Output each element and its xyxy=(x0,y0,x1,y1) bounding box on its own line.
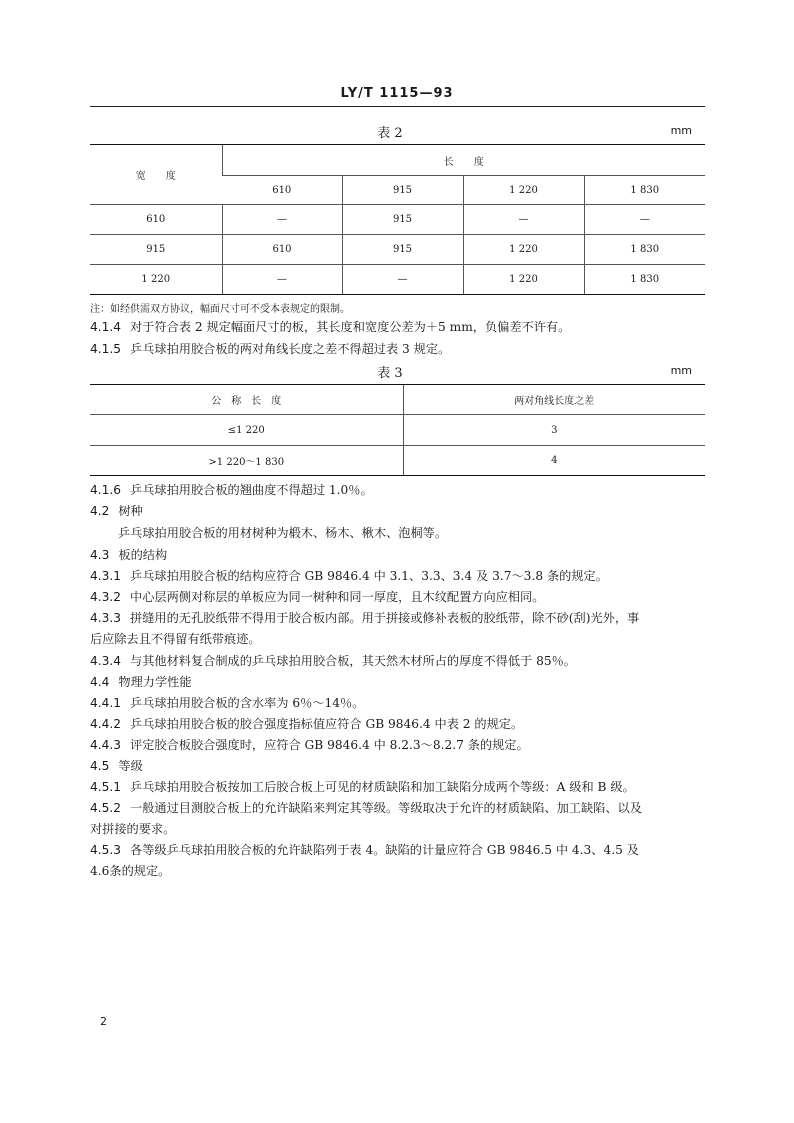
clause-number: 4.4 xyxy=(90,675,110,689)
table2-col-header: 915 xyxy=(342,176,463,205)
clause-text: 乒乓球拍用胶合板的结构应符合 GB 9846.4 中 3.1、3.3、3.4 及 3.7～3.8 条的规定。 xyxy=(130,569,608,583)
document-header: LY/T 1115—93 xyxy=(340,86,454,101)
clause-text: 物理力学性能 xyxy=(118,675,192,689)
table3-header: 公 称 长 度 xyxy=(90,385,403,415)
section-4-5 xyxy=(90,757,710,774)
clause-4-3-2 xyxy=(90,588,710,605)
clause-text: 乒乓球拍用胶合板的两对角线长度之差不得超过表 3 规定。 xyxy=(130,342,451,356)
clause-text: 评定胶合板胶合强度时，应符合 GB 9846.4 中 8.2.3～8.2.7 条的规定。 xyxy=(130,738,529,752)
clause-4-5-2-cont xyxy=(90,820,710,837)
table2-cell: 915 xyxy=(342,205,463,235)
table2-cell: 1 830 xyxy=(584,265,705,295)
clause-4-3-3 xyxy=(90,609,710,626)
table2-cell: — xyxy=(584,205,705,235)
clause-text: 拼缝用的无孔胶纸带不得用于胶合板内部。用于拼接或修补表板的胶纸带，除不砂(刮)光外，事 xyxy=(130,611,640,625)
clause-text: 后应除去且不得留有纸带痕迹。 xyxy=(90,632,261,646)
clause-number: 4.5.1 xyxy=(90,780,122,794)
table-row xyxy=(90,446,705,476)
table3 xyxy=(90,384,705,476)
clause-number: 4.3.2 xyxy=(90,590,122,604)
clause-text: 各等级乒乓球拍用胶合板的允许缺陷列于表 4。缺陷的计量应符合 GB 9846.5 中 4.3、4.5 及 xyxy=(130,843,639,857)
clause-number: 4.5 xyxy=(90,759,110,773)
clause-4-2-body xyxy=(118,524,738,541)
table2-row-label: 1 220 xyxy=(90,265,222,295)
clause-4-3-1 xyxy=(90,567,710,584)
table2-cell: 1 220 xyxy=(463,235,584,265)
table3-cell: >1 220～1 830 xyxy=(90,446,403,476)
table2-col-header: 610 xyxy=(222,176,342,205)
clause-4-4-1 xyxy=(90,694,710,711)
clause-4-4-3 xyxy=(90,736,710,753)
clause-4-1-5 xyxy=(90,340,710,357)
clause-text: 一般通过目测胶合板上的允许缺陷来判定其等级。等级取决于允许的材质缺陷、加工缺陷、以及 xyxy=(130,801,642,815)
clause-4-5-3 xyxy=(90,841,710,858)
table2-col-group-header: 长 度 xyxy=(222,145,705,176)
clause-text: 对拼接的要求。 xyxy=(90,822,176,836)
clause-text: 中心层两侧对称层的单板应为同一树种和同一厚度，且木纹配置方向应相同。 xyxy=(130,590,545,604)
page-number: 2 xyxy=(100,1015,107,1028)
clause-4-1-4 xyxy=(90,318,710,335)
clause-text: 乒乓球拍用胶合板按加工后胶合板上可见的材质缺陷和加工缺陷分成两个等级：A 级和 B 级。 xyxy=(130,780,635,794)
clause-text: 乒乓球拍用胶合板的胶合强度指标值应符合 GB 9846.4 中表 2 的规定。 xyxy=(130,717,524,731)
table2-caption: 表 2 xyxy=(377,126,403,141)
clause-number: 4.1.4 xyxy=(90,320,122,334)
table-row xyxy=(90,265,705,295)
clause-4-5-3-cont xyxy=(90,862,710,879)
table2-row-label: 610 xyxy=(90,205,222,235)
table-row xyxy=(90,235,705,265)
table3-cell: 4 xyxy=(403,446,705,476)
clause-number: 4.4.2 xyxy=(90,717,122,731)
clause-4-5-1 xyxy=(90,778,710,795)
clause-text: 树种 xyxy=(118,504,143,518)
clause-text: 4.6条的规定。 xyxy=(90,864,171,878)
clause-4-1-6 xyxy=(90,481,710,498)
clause-number: 4.2 xyxy=(90,504,110,518)
clause-number: 4.3.1 xyxy=(90,569,122,583)
clause-number: 4.3.4 xyxy=(90,654,122,668)
table3-unit: mm xyxy=(670,364,692,377)
table2-note: 注：如经供需双方协议，幅面尺寸可不受本表规定的限制。 xyxy=(90,304,350,315)
clause-number: 4.4.1 xyxy=(90,696,122,710)
clause-number: 4.1.5 xyxy=(90,342,122,356)
clause-number: 4.3.3 xyxy=(90,611,122,625)
table-row xyxy=(90,205,705,235)
clause-4-4-2 xyxy=(90,715,710,732)
clause-4-5-2 xyxy=(90,799,710,816)
table2-row-label: 915 xyxy=(90,235,222,265)
table2-unit: mm xyxy=(670,124,692,137)
header-rule xyxy=(90,106,705,107)
table2-cell: — xyxy=(342,265,463,295)
section-4-2 xyxy=(90,502,710,519)
table2-col-header: 1 220 xyxy=(463,176,584,205)
table3-cell: ≤1 220 xyxy=(90,415,403,446)
table-row xyxy=(90,415,705,446)
table2-cell: 1 830 xyxy=(584,235,705,265)
table2-cell: 915 xyxy=(342,235,463,265)
clause-text: 对于符合表 2 规定幅面尺寸的板，其长度和宽度公差为＋5 mm，负偏差不许有。 xyxy=(130,320,571,334)
table2 xyxy=(90,144,705,295)
table2-cell: — xyxy=(222,205,342,235)
table3-cell: 3 xyxy=(403,415,705,446)
table2-row-header: 宽 度 xyxy=(90,145,222,205)
clause-text: 乒乓球拍用胶合板的翘曲度不得超过 1.0％。 xyxy=(130,483,373,497)
clause-4-3-4 xyxy=(90,652,710,669)
clause-text: 与其他材料复合制成的乒乓球拍用胶合板，其天然木材所占的厚度不得低于 85％。 xyxy=(130,654,576,668)
clause-text: 乒乓球拍用胶合板的含水率为 6％～14％。 xyxy=(130,696,365,710)
section-4-3 xyxy=(90,546,710,563)
clause-4-3-3-cont xyxy=(90,630,710,647)
clause-number: 4.5.3 xyxy=(90,843,122,857)
table2-cell: — xyxy=(222,265,342,295)
clause-number: 4.4.3 xyxy=(90,738,122,752)
table3-caption: 表 3 xyxy=(377,366,403,381)
section-4-4 xyxy=(90,673,710,690)
clause-text: 等级 xyxy=(118,759,143,773)
table2-cell: 610 xyxy=(222,235,342,265)
table2-cell: 1 220 xyxy=(463,265,584,295)
clause-number: 4.5.2 xyxy=(90,801,122,815)
clause-number: 4.1.6 xyxy=(90,483,122,497)
table3-header: 两对角线长度之差 xyxy=(403,385,705,415)
table2-col-header: 1 830 xyxy=(584,176,705,205)
clause-text: 板的结构 xyxy=(118,548,168,562)
clause-number: 4.3 xyxy=(90,548,110,562)
table2-cell: — xyxy=(463,205,584,235)
clause-text: 乒乓球拍用胶合板的用材树种为椴木、杨木、楸木、泡桐等。 xyxy=(118,526,448,540)
